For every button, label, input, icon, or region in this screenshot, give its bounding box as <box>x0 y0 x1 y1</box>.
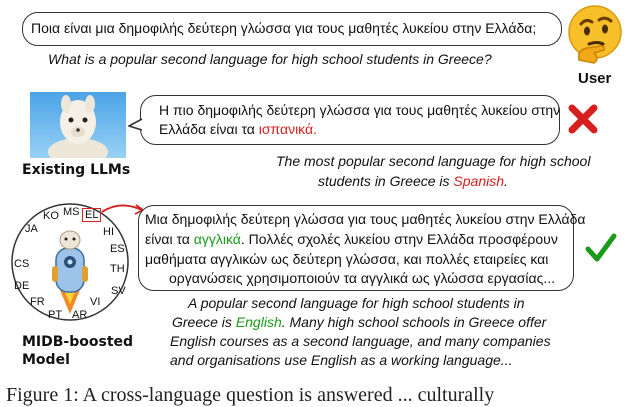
existing-english-suffix: . <box>504 173 508 189</box>
alpaca-icon <box>30 92 126 158</box>
user-question-greek: Ποια είναι μια δημοφιλής δεύτερη γλώσσα για τους μαθητές λυκείου στην Ελλάδα; <box>31 20 537 36</box>
midb-greek-prefix: είναι τα <box>145 231 194 247</box>
midb-answer-english-line2 <box>172 313 546 332</box>
midb-greek-suffix: . Πολλές σχολές λυκείου στην Ελλάδα προσφέρουν <box>240 231 558 247</box>
green-check-icon <box>584 232 618 264</box>
midb-answer-bubble <box>138 205 586 291</box>
midb-english-suffix: . Many high school schools in Greece offer <box>281 314 547 330</box>
midb-answer-greek-line2 <box>145 230 558 249</box>
lang-label: DE <box>14 280 30 292</box>
existing-greek-prefix: Ελλάδα είναι τα <box>159 121 259 137</box>
lang-label: TH <box>110 263 125 275</box>
existing-answer-greek-line2 <box>159 120 317 139</box>
lang-label: ES <box>110 243 125 255</box>
lang-label: VI <box>90 296 101 308</box>
existing-answer-greek-line1: Η πιο δημοφιλής δεύτερη γλώσσα για τους μαθητές λυκείου στην <box>159 102 561 118</box>
midb-answer-english-line4: and organisations use English as a working language... <box>170 352 513 368</box>
lang-label: FR <box>30 296 45 308</box>
midb-label-line1: MIDB-boosted <box>22 334 134 350</box>
user-label: User <box>578 70 612 87</box>
existing-english-wrong-answer: Spanish <box>453 173 504 189</box>
lang-label: MS <box>63 206 80 218</box>
lang-label: CS <box>14 258 30 270</box>
existing-bubble-tail <box>128 118 144 132</box>
midb-english-prefix: Greece is <box>172 314 236 330</box>
existing-answer-bubble <box>140 95 560 145</box>
figure-caption: Figure 1: A cross-language question is answered ... culturally <box>6 384 495 406</box>
midb-answer-greek-line4: οργανώσεις χρησιμοποιούν τα αγγλικά ως γλώσσα εργασίας... <box>169 270 556 286</box>
user-question-bubble <box>22 12 562 46</box>
lang-label: HI <box>103 226 114 238</box>
user-question-english: What is a popular second language for high school students in Greece? <box>48 51 492 67</box>
existing-llms-label: Existing LLMs <box>22 162 131 178</box>
midb-english-correct-answer: English <box>235 314 282 330</box>
lang-label: AR <box>72 309 88 321</box>
midb-answer-english-line3: English courses as a second language, and many companies <box>170 333 551 349</box>
existing-answer-english-line2 <box>318 172 508 191</box>
lang-label-highlighted: EL <box>82 208 101 222</box>
midb-answer-english-line1: A popular second language for high school students in <box>188 295 525 311</box>
existing-greek-wrong-answer: ισπανικά. <box>258 121 317 137</box>
midb-label-line2: Model <box>22 352 70 368</box>
midb-greek-correct-answer: αγγλικά <box>193 231 241 247</box>
red-x-icon <box>567 103 599 135</box>
lang-label: JA <box>25 223 38 235</box>
thinking-face-icon <box>565 2 629 66</box>
midb-answer-greek-line3: μαθήματα αγγλικών ως δεύτερη γλώσσα, και πολλές εταιρείες και <box>145 251 549 267</box>
midb-answer-greek-line1: Μια δημοφιλής δεύτερη γλώσσα για τους μαθητές λυκείου στην Ελλάδα <box>145 211 586 227</box>
lang-label: SV <box>111 285 126 297</box>
existing-answer-english-line1: The most popular second language for high school <box>276 153 591 169</box>
lang-label: KO <box>43 210 59 222</box>
lang-label: PT <box>48 309 63 321</box>
existing-english-prefix: students in Greece is <box>318 173 454 189</box>
